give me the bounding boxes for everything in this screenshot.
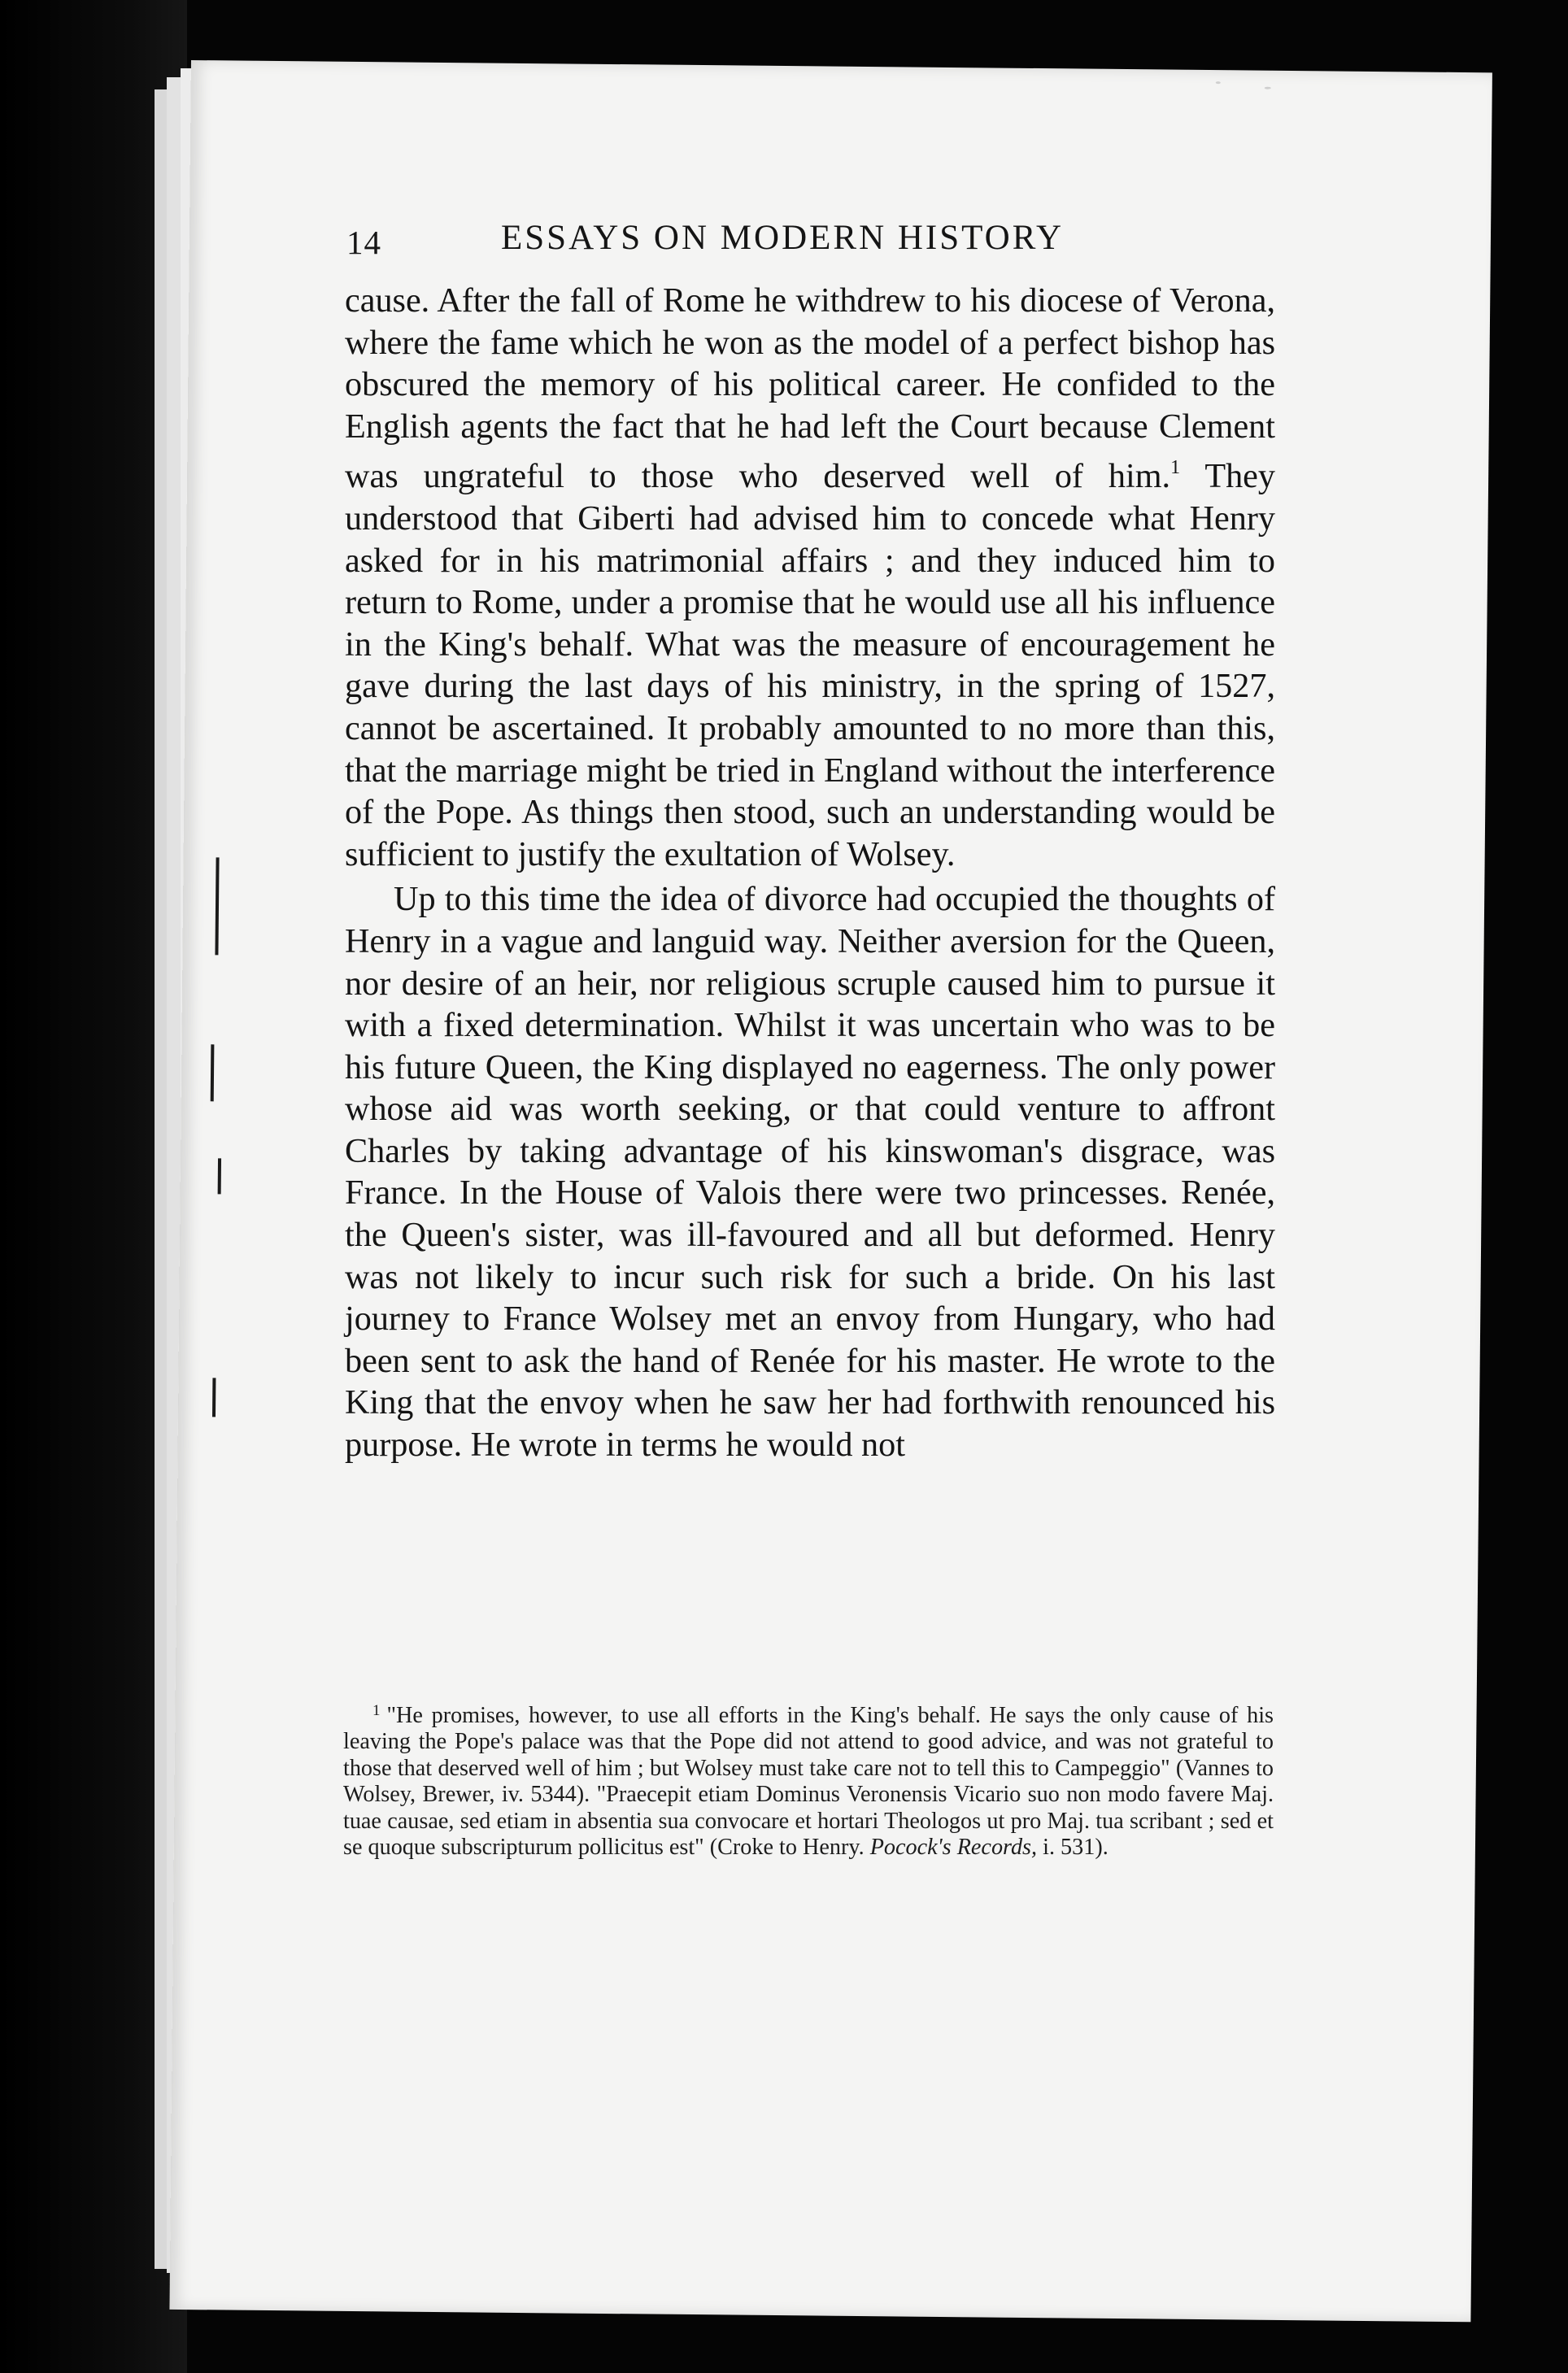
paragraph: Up to this time the idea of divorce had occupied the thoughts of Henry in a vague and languid way. Neither aversion for the Queen, nor desire of an heir, nor religious scruple caused him to pursue it with a fixed determination. Whilst it was uncertain who was to be his future Queen, the King displayed no eagerness. The only power whose aid was worth seeking, or that could venture to affront Charles by taking advantage of his kinswoman's disgrace, was France. In the House of Valois there were two princesses. Renée, the Queen's sister, was ill-favoured and all but deformed. Henry was not likely to incur such risk for such a bride. On his last journey to France Wolsey met an envoy from Hungary, who had been sent to ask the hand of Renée for his master. He wrote to the King that the envoy when he saw her had forthwith renounced his purpose. He wrote in terms he would not — [345, 880, 1275, 1465]
scan-speck — [1216, 81, 1221, 84]
gutter-shadow-mark — [211, 1044, 215, 1101]
footnote-reference: 1 — [1170, 457, 1181, 479]
footnote-block — [343, 1698, 1274, 1861]
paragraph-text: cause. After the fall of Rome he withdrew to his diocese of Verona, where the fame which he won as the model of a perfect bishop has obscured the memory of his political career. He confided to the English agents the fact that he had left the Court because Clement was ungrateful to those who deserved well of him. — [345, 281, 1275, 496]
page-number: 14 — [346, 224, 381, 261]
footnote-text: "He promises, however, to use all efforts in the King's behalf. He says the only cause of his leaving the Pope's palace was that the Pope did not attend to good advice, and was not grateful to those that deserved well of him ; but Wolsey must take care not to tell this to Campeggio" (Vannes to Wolsey, Brewer, iv. 5344). "Praecepit etiam Dominus Veronensis Vicario suo non modo favere Maj. tuae causae, sed etiam in absentia sua convocare et hortari Theologos ut pro Maj. tua scribant ; sed et se quoque subscripturum pollicitus est" (Croke to Henry. — [343, 1703, 1274, 1861]
running-header — [346, 218, 1274, 267]
paragraph-text: They understood that Giberti had advised him to concede what Henry asked for in his matrimonial affairs ; and they induced him to return to Rome, under a promise that he would use all his influence in the King's behalf. What was the measure of encouragement he gave during the last days of his ministry, in the spring of 1527, cannot be ascertained. It probably amounted to no more than this, that the marriage might be tried in England without the interference of the Pope. As things then stood, such an understanding would be sufficient to justify the exultation of Wolsey. — [345, 457, 1275, 873]
gutter-shadow-mark — [218, 1158, 221, 1194]
body-text — [345, 280, 1275, 1466]
footnote — [343, 1698, 1274, 1861]
footnote-citation-rest: i. 531). — [1037, 1835, 1108, 1861]
footnote-citation: Pocock's Records, — [869, 1835, 1038, 1861]
paragraph — [345, 280, 1275, 875]
running-title: ESSAYS ON MODERN HISTORY — [501, 219, 1065, 257]
footnote-mark: 1 — [372, 1702, 381, 1719]
scan-speck — [1265, 87, 1271, 89]
gutter-shadow-mark — [212, 1378, 216, 1417]
gutter-shadow-mark — [215, 857, 219, 955]
